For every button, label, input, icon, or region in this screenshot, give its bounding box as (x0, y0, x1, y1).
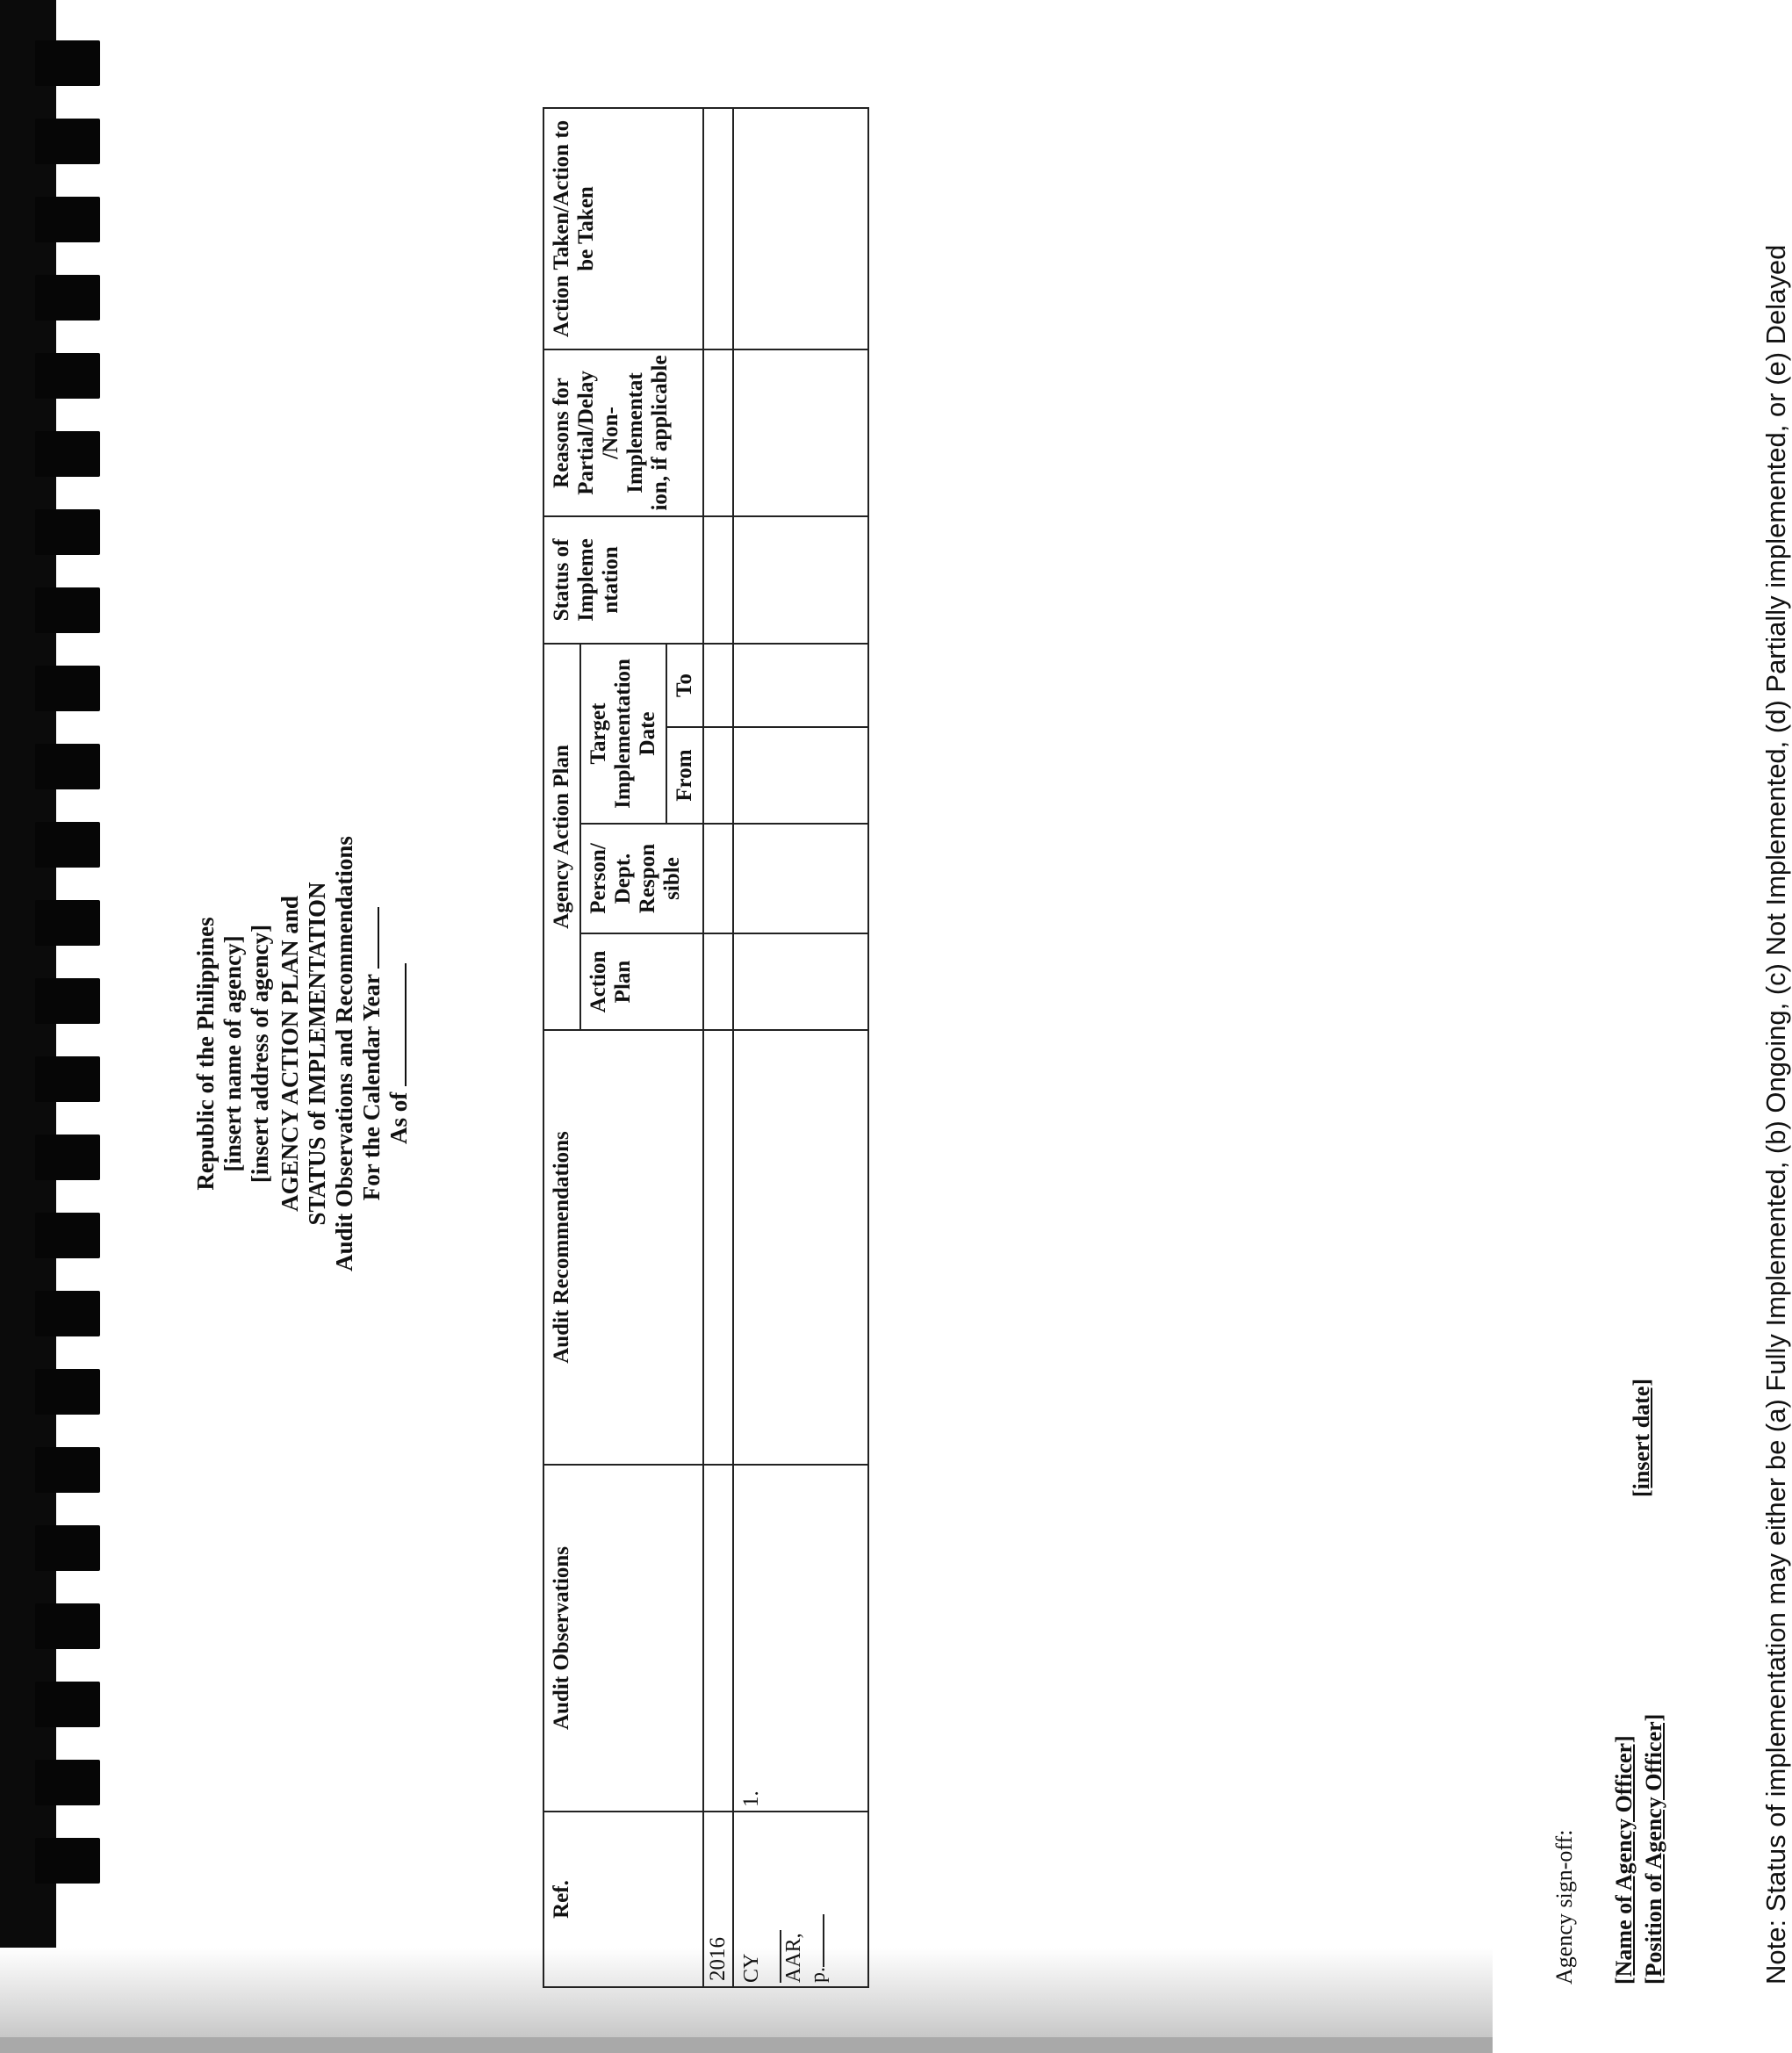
year-row-from[interactable] (703, 727, 733, 824)
implementation-note: Note: Status of implementation may either be (a) Fully Implemented, (b) Ongoing, (c) Not Implemented, (d) Partially implemented, or (e) Delayed (1760, 244, 1791, 1985)
ref-page-blank[interactable] (823, 1914, 824, 1967)
agency-name-placeholder: [insert name of agency] (220, 935, 246, 1172)
rotated-page (119, 88, 1791, 2020)
year-cell: 2016 (703, 1812, 733, 1987)
action-taken-header: Action Taken/Action to be Taken (543, 108, 703, 349)
from-header: From (666, 727, 703, 824)
comb-tooth (35, 822, 100, 868)
header-row-1 (543, 108, 580, 1987)
comb-tooth (35, 1760, 100, 1805)
comb-tooth (35, 666, 100, 711)
year-row (703, 108, 733, 1987)
comb-tooth (35, 1525, 100, 1571)
comb-tooth (35, 978, 100, 1024)
ref-p: p. (807, 1967, 830, 1983)
year-row-to[interactable] (703, 644, 733, 727)
observation-cell[interactable] (733, 1465, 868, 1812)
item-number: 1. (739, 1790, 763, 1807)
as-of-label: As of (385, 1091, 412, 1144)
comb-tooth (35, 1291, 100, 1336)
comb-tooth (35, 1056, 100, 1102)
recommendation-cell[interactable] (733, 1030, 868, 1465)
as-of-line (385, 88, 413, 2020)
year-row-recommendations[interactable] (703, 1030, 733, 1465)
officer-position-placeholder: [Position of Agency Officer] (1641, 1713, 1666, 1985)
reasons-header: Reasons for Partial/Delay /Non- Implementat ion, if applicable (543, 349, 703, 516)
title-line-3: Audit Observations and Recommendations (331, 836, 357, 1271)
signoff-date-placeholder: [insert date] (1629, 1378, 1654, 1497)
year-row-action-taken[interactable] (703, 108, 733, 349)
comb-tooth (35, 353, 100, 399)
year-row-observations[interactable] (703, 1465, 733, 1812)
status-cell[interactable] (733, 516, 868, 644)
scan-edge (0, 2037, 1493, 2053)
officer-name-placeholder: [Name of Agency Officer] (1611, 1735, 1637, 1985)
title-line-1: AGENCY ACTION PLAN and (277, 896, 303, 1212)
agency-signoff (1550, 1714, 1669, 1985)
ref-cy: CY (740, 1953, 763, 1983)
to-date-cell[interactable] (733, 644, 868, 727)
calendar-year-label: For the Calendar Year (358, 974, 385, 1201)
comb-tooth (35, 509, 100, 555)
action-plan-header: Action Plan (580, 933, 703, 1030)
comb-tooth (35, 1135, 100, 1180)
comb-tooth (35, 1447, 100, 1493)
year-row-reasons[interactable] (703, 349, 733, 516)
person-responsible-header: Person/ Dept. Respon sible (580, 824, 703, 933)
comb-tooth (35, 1682, 100, 1727)
comb-tooth (35, 900, 100, 946)
recommendations-header: Audit Recommendations (543, 1030, 703, 1465)
comb-tooth (35, 431, 100, 477)
comb-tooth (35, 1369, 100, 1415)
as-of-blank[interactable] (385, 963, 407, 1086)
calendar-year-line (358, 88, 385, 2020)
table-row (733, 108, 868, 1987)
year-row-action-plan[interactable] (703, 933, 733, 1030)
observations-header: Audit Observations (543, 1465, 703, 1812)
agency-action-plan-header: Agency Action Plan (543, 644, 580, 1030)
ref-header: Ref. (543, 1812, 703, 1987)
republic-line: Republic of the Philippines (192, 917, 219, 1191)
calendar-year-blank[interactable] (358, 907, 379, 969)
to-header: To (666, 644, 703, 727)
ref-cell[interactable] (733, 1812, 868, 1987)
comb-tooth (35, 40, 100, 86)
ref-aar: AAR, (782, 1933, 805, 1983)
comb-tooth (35, 587, 100, 633)
comb-tooth (35, 1213, 100, 1258)
from-date-cell[interactable] (733, 727, 868, 824)
target-date-header: Target Implementation Date (580, 644, 666, 824)
reasons-cell[interactable] (733, 349, 868, 516)
agency-header (192, 88, 274, 2020)
comb-tooth (35, 744, 100, 789)
year-row-status[interactable] (703, 516, 733, 644)
comb-tooth (35, 1838, 100, 1884)
agency-address-placeholder: [insert address of agency] (247, 924, 273, 1184)
comb-tooth (35, 197, 100, 242)
title-line-2: STATUS of IMPLEMENTATION (304, 882, 330, 1226)
person-responsible-cell[interactable] (733, 824, 868, 933)
comb-tooth (35, 1603, 100, 1649)
action-plan-cell[interactable] (733, 933, 868, 1030)
action-taken-cell[interactable] (733, 108, 868, 349)
ref-page-line (806, 1816, 831, 1983)
form-title (277, 88, 413, 2020)
action-plan-table (543, 107, 869, 1988)
comb-tooth (35, 275, 100, 321)
year-row-person[interactable] (703, 824, 733, 933)
signoff-label: Agency sign-off: (1551, 1829, 1577, 1985)
status-header: Status of Impleme ntation (543, 516, 703, 644)
comb-tooth (35, 119, 100, 164)
